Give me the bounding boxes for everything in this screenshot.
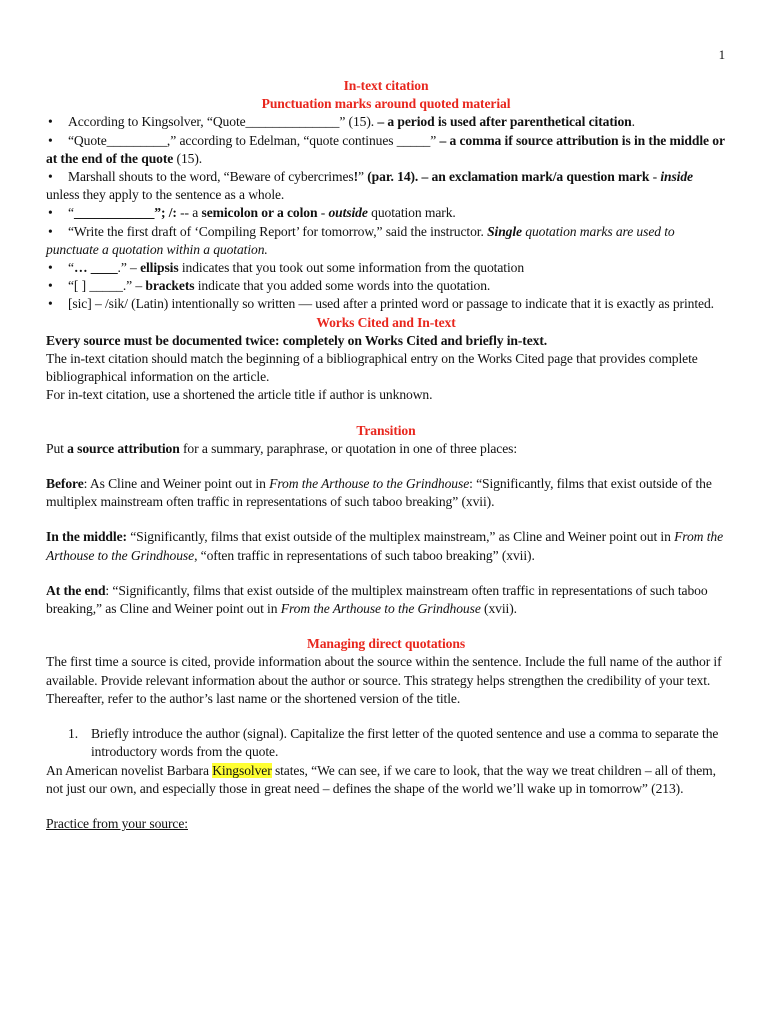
list-item: • According to Kingsolver, “Quote______________” (15). – a period is used after parenthetical citation. — [46, 113, 726, 131]
punctuation-list — [46, 113, 726, 313]
transition-intro: Put a source attribution for a summary, paraphrase, or quotation in one of three places: — [46, 440, 518, 456]
highlighted-text: Kingsolver — [212, 762, 272, 778]
heading-intext-citation: In-text citation — [343, 78, 429, 93]
list-item: • “[ ] _____.” – brackets indicate that you added some words into the quotation. — [46, 277, 726, 295]
list-item: 1. Briefly introduce the author (signal). Capitalize the first letter of the quoted sentence and use a comma to separate the introductory words from the quote. — [68, 726, 719, 760]
works-cited-paragraph: The in-text citation should match the beginning of a bibliographical entry on the Works Cited page that provides complete bibliographical information on the article. — [46, 351, 698, 385]
heading-transition: Transition — [356, 422, 416, 438]
example-quotation: An American novelist Barbara Kingsolver states, “We can see, if we care to look, that the way we treat children – all of them, not just our own, and especially those in great need – defines the shape of the world we’ll wake up in tomorrow” (213). — [46, 762, 716, 796]
works-cited-paragraph: For in-text citation, use a shortened the article title if author is unknown. — [46, 387, 433, 403]
practice-prompt: Practice from your source: — [46, 815, 188, 831]
list-item: • Marshall shouts to the word, “Beware of cybercrimes!” (par. 14). – an exclamation mark/a question mark - inside unless they apply to the sentence as a whole. — [46, 168, 726, 204]
list-item: • “… ____.” – ellipsis indicates that you took out some information from the quotation — [46, 259, 726, 277]
works-cited-rule: Every source must be documented twice: completely on Works Cited and briefly in-text. — [46, 332, 548, 348]
page-number: 1 — [718, 47, 725, 62]
transition-end: At the end: “Significantly, films that exist outside of the multiplex mainstream often traffic in representations of such taboo breaking,” as Cline and Weiner point out in From the Arthouse to the Grindhouse (xvii). — [46, 582, 708, 617]
transition-middle: In the middle: “Significantly, films that exist outside of the multiplex mainstream,” as Cline and Weiner point out in From the Arthouse to the Grindhouse, “often traffic in representations of such taboo breaking” (xvii). — [46, 529, 724, 563]
heading-managing-quotations: Managing direct quotations — [306, 636, 466, 652]
document-body — [46, 77, 726, 833]
list-item: • [sic] – /sik/ (Latin) intentionally so written — used after a printed word or passage to indicate that it is exactly as printed. — [46, 295, 726, 313]
transition-before: Before: As Cline and Weiner point out in From the Arthouse to the Grindhouse: “Significantly, films that exist outside of the multiplex mainstream often traffic in representations of such taboo breaking” (xvii). — [46, 476, 712, 510]
list-item: • “____________”; /: -- a semicolon or a colon - outside quotation mark. — [46, 204, 726, 222]
heading-works-cited: Works Cited and In-text — [316, 314, 456, 330]
heading-punctuation: Punctuation marks around quoted material — [261, 96, 511, 112]
managing-paragraph: The first time a source is cited, provide information about the source within the sentence. Include the full name of the author if available. Provide relevant information about the author or source. This strategy helps strengthen the credibility of your text. Thereafter, refer to the author’s last name or the shortened version of the title. — [46, 654, 722, 706]
list-item: • “Write the first draft of ‘Compiling Report’ for tomorrow,” said the instructor. Single quotation marks are used to punctuate a quotation within a quotation. — [46, 223, 726, 259]
list-item: • “Quote_________,” according to Edelman, “quote continues _____” – a comma if source attribution is in the middle or at the end of the quote (15). — [46, 132, 726, 168]
managing-list — [46, 725, 726, 761]
